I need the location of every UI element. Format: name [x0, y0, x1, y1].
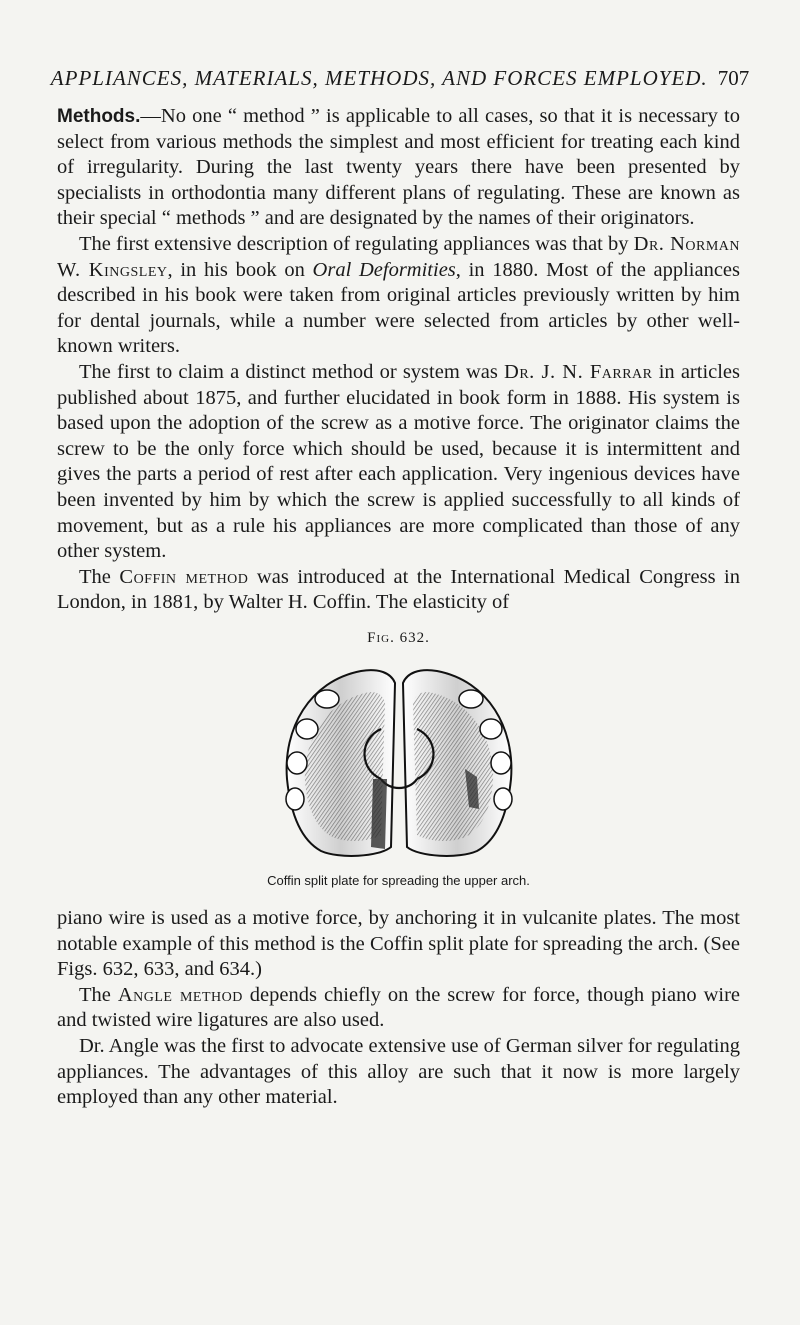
figure-caption: Coffin split plate for spreading the upper arch.	[267, 873, 530, 889]
paragraph-farrar: The first to claim a distinct method or system was Dr. J. N. Farrar in articles published about 1875, and further elucidated in book form in 1888. His system is based upon the adoption of the screw as a motive force. The originator claims the screw to be the only force which should be used, because it is intermittent and gives the parts a period of rest after each application. Very ingenious devices have been invented by him by which the screw is applied successfully to all kinds of movement, but as a rule his appliances are more complicated than those of any other system.	[57, 360, 741, 563]
run-in-heading: Methods.	[57, 106, 141, 127]
author-name: Dr. Norman W. Kingsley	[57, 232, 740, 281]
running-title: APPLIANCES, MATERIALS, METHODS, AND FORCES EMPLOYED.	[50, 66, 708, 90]
method-name: Coffin method	[119, 565, 249, 588]
paragraph-german-silver: Dr. Angle was the first to advocate extensive use of German silver for regulating appliances. The advantages of this alloy are such that it now is more largely employed than any other material.	[57, 1035, 740, 1109]
running-head	[0, 66, 800, 91]
figure-label: Fig. 632.	[367, 629, 430, 646]
page-number: 707	[717, 66, 750, 90]
book-title: Oral Deformities	[312, 258, 456, 281]
paragraph-piano-wire: piano wire is used as a motive force, by anchoring it in vulcanite plates. The most notable example of this method is the Coffin split plate for spreading the arch. (See Figs. 632, 633, and 634.)	[57, 907, 740, 981]
method-name: Angle method	[117, 983, 243, 1006]
figure	[57, 659, 740, 864]
paragraph-methods: Methods.—No one “ method ” is applicable to all cases, so that it is necessary to select from various methods the simplest and most efficient for treating each kind of irregularity. During the last twenty years there have been presented by specialists in orthodontia many different plans of regulating. These are known as their special “ methods ” and are designated by the names of their originators.	[57, 105, 740, 230]
author-name: Dr. J. N. Farrar	[504, 360, 653, 383]
paragraph-angle: The Angle method depends chiefly on the screw for force, though piano wire and twisted wire ligatures are also used.	[57, 983, 740, 1032]
body-text	[57, 104, 740, 1111]
paragraph-coffin: The Coffin method was introduced at the International Medical Congress in London, in 1881, by Walter H. Coffin. The elasticity of	[57, 565, 741, 614]
split-plate-illustration	[269, 659, 529, 864]
paragraph-kingsley: The first extensive description of regulating appliances was that by Dr. Norman W. Kingsley, in his book on Oral Deformities, in 1880. Most of the appliances described in his book were taken from original articles previously written by him for dental journals, while a number were selected from articles by other well-known writers.	[57, 232, 741, 358]
